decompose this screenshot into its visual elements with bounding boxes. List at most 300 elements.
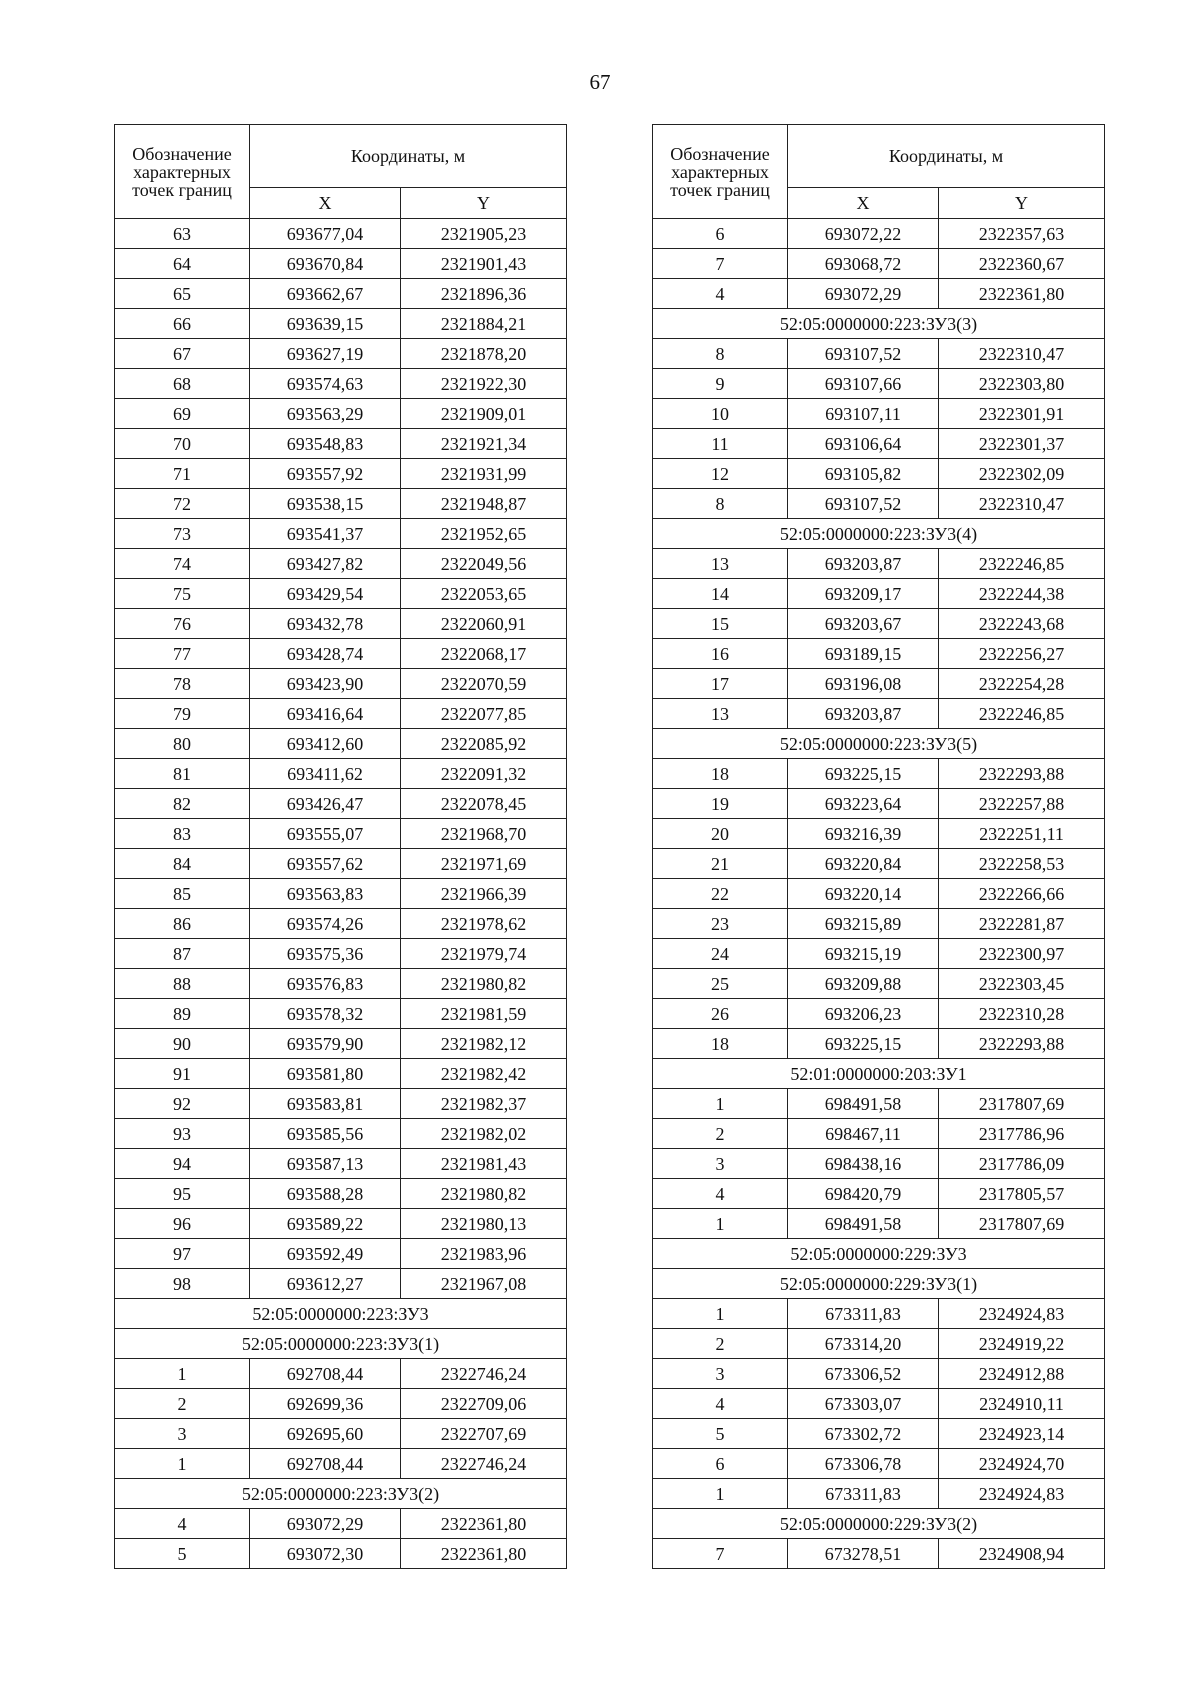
y-column-header: Y — [401, 188, 567, 219]
x-coordinate-cell: 673306,52 — [788, 1359, 939, 1389]
point-cell: 14 — [653, 579, 788, 609]
point-cell: 70 — [115, 429, 250, 459]
point-cell: 81 — [115, 759, 250, 789]
table-row — [115, 759, 567, 789]
table-row — [653, 399, 1105, 429]
x-coordinate-cell: 693563,29 — [250, 399, 401, 429]
x-coordinate-cell: 693574,63 — [250, 369, 401, 399]
x-coordinate-cell: 693426,47 — [250, 789, 401, 819]
x-coordinate-cell: 693209,88 — [788, 969, 939, 999]
point-cell: 16 — [653, 639, 788, 669]
table-row — [653, 1299, 1105, 1329]
table-row — [653, 969, 1105, 999]
x-coordinate-cell: 673314,20 — [788, 1329, 939, 1359]
point-cell: 75 — [115, 579, 250, 609]
x-coordinate-cell: 673278,51 — [788, 1539, 939, 1569]
x-coordinate-cell: 693107,52 — [788, 339, 939, 369]
y-coordinate-cell: 2317786,96 — [939, 1119, 1105, 1149]
x-coordinate-cell: 693581,80 — [250, 1059, 401, 1089]
x-coordinate-cell: 693589,22 — [250, 1209, 401, 1239]
x-coordinate-cell: 693209,17 — [788, 579, 939, 609]
y-coordinate-cell: 2322301,37 — [939, 429, 1105, 459]
point-cell: 6 — [653, 219, 788, 249]
x-coordinate-cell: 693575,36 — [250, 939, 401, 969]
table-row — [653, 1419, 1105, 1449]
point-cell: 64 — [115, 249, 250, 279]
y-coordinate-cell: 2321931,99 — [401, 459, 567, 489]
y-coordinate-cell: 2322361,80 — [401, 1539, 567, 1569]
x-coordinate-cell: 693206,23 — [788, 999, 939, 1029]
point-cell: 11 — [653, 429, 788, 459]
point-cell: 96 — [115, 1209, 250, 1239]
y-column-header: Y — [939, 188, 1105, 219]
x-coordinate-cell: 693670,84 — [250, 249, 401, 279]
point-cell: 7 — [653, 249, 788, 279]
x-coordinate-cell: 698438,16 — [788, 1149, 939, 1179]
point-cell: 4 — [653, 1389, 788, 1419]
table-row — [115, 789, 567, 819]
x-coordinate-cell: 693588,28 — [250, 1179, 401, 1209]
x-coordinate-cell: 693068,72 — [788, 249, 939, 279]
table-row — [115, 1239, 567, 1269]
table-row — [115, 1059, 567, 1089]
table-row — [115, 1389, 567, 1419]
x-coordinate-cell: 698420,79 — [788, 1179, 939, 1209]
section-label: 52:05:0000000:229:ЗУ3(2) — [653, 1509, 1105, 1539]
point-cell: 69 — [115, 399, 250, 429]
x-coordinate-cell: 693203,87 — [788, 699, 939, 729]
table-row — [115, 279, 567, 309]
x-coordinate-cell: 693215,89 — [788, 909, 939, 939]
y-coordinate-cell: 2322361,80 — [401, 1509, 567, 1539]
table-row — [653, 699, 1105, 729]
y-coordinate-cell: 2322310,47 — [939, 489, 1105, 519]
y-coordinate-cell: 2322254,28 — [939, 669, 1105, 699]
x-coordinate-cell: 693215,19 — [788, 939, 939, 969]
point-cell: 24 — [653, 939, 788, 969]
section-row — [653, 1059, 1105, 1089]
y-coordinate-cell: 2322746,24 — [401, 1359, 567, 1389]
y-coordinate-cell: 2322361,80 — [939, 279, 1105, 309]
y-coordinate-cell: 2317807,69 — [939, 1089, 1105, 1119]
y-coordinate-cell: 2322310,28 — [939, 999, 1105, 1029]
y-coordinate-cell: 2321922,30 — [401, 369, 567, 399]
point-cell: 73 — [115, 519, 250, 549]
x-coordinate-cell: 693541,37 — [250, 519, 401, 549]
point-cell: 22 — [653, 879, 788, 909]
x-coordinate-cell: 693416,64 — [250, 699, 401, 729]
table-row — [115, 579, 567, 609]
point-cell: 83 — [115, 819, 250, 849]
y-coordinate-cell: 2321981,59 — [401, 999, 567, 1029]
point-cell: 13 — [653, 699, 788, 729]
y-coordinate-cell: 2322256,27 — [939, 639, 1105, 669]
x-coordinate-cell: 693196,08 — [788, 669, 939, 699]
x-coordinate-cell: 692708,44 — [250, 1359, 401, 1389]
section-label: 52:05:0000000:223:ЗУ3(4) — [653, 519, 1105, 549]
y-coordinate-cell: 2322707,69 — [401, 1419, 567, 1449]
y-coordinate-cell: 2321909,01 — [401, 399, 567, 429]
table-row — [115, 1029, 567, 1059]
point-cell: 71 — [115, 459, 250, 489]
table-row — [115, 999, 567, 1029]
y-coordinate-cell: 2321971,69 — [401, 849, 567, 879]
table-row — [115, 309, 567, 339]
point-cell: 1 — [115, 1359, 250, 1389]
section-row — [115, 1329, 567, 1359]
point-cell: 3 — [653, 1149, 788, 1179]
y-coordinate-cell: 2324923,14 — [939, 1419, 1105, 1449]
x-coordinate-cell: 693223,64 — [788, 789, 939, 819]
y-coordinate-cell: 2322301,91 — [939, 399, 1105, 429]
y-coordinate-cell: 2322302,09 — [939, 459, 1105, 489]
section-label: 52:05:0000000:223:ЗУ3(5) — [653, 729, 1105, 759]
y-coordinate-cell: 2322357,63 — [939, 219, 1105, 249]
table-row — [653, 1449, 1105, 1479]
table-row — [653, 1479, 1105, 1509]
x-coordinate-cell: 693585,56 — [250, 1119, 401, 1149]
table-row — [653, 879, 1105, 909]
section-row — [115, 1299, 567, 1329]
x-coordinate-cell: 698491,58 — [788, 1089, 939, 1119]
y-coordinate-cell: 2322246,85 — [939, 549, 1105, 579]
x-coordinate-cell: 693216,39 — [788, 819, 939, 849]
table-row — [653, 609, 1105, 639]
y-coordinate-cell: 2322251,11 — [939, 819, 1105, 849]
y-coordinate-cell: 2324924,83 — [939, 1299, 1105, 1329]
table-row — [653, 1149, 1105, 1179]
table-body-left — [115, 219, 567, 1569]
table-row — [653, 849, 1105, 879]
x-coordinate-cell: 693107,52 — [788, 489, 939, 519]
point-cell: 3 — [653, 1359, 788, 1389]
point-cell: 2 — [653, 1329, 788, 1359]
point-cell: 91 — [115, 1059, 250, 1089]
point-cell: 2 — [653, 1119, 788, 1149]
y-coordinate-cell: 2322257,88 — [939, 789, 1105, 819]
x-coordinate-cell: 693578,32 — [250, 999, 401, 1029]
point-cell: 90 — [115, 1029, 250, 1059]
point-designation-header: Обозначение характерных точек границ — [653, 125, 788, 219]
point-cell: 4 — [653, 1179, 788, 1209]
table-row — [653, 279, 1105, 309]
table-row — [653, 1179, 1105, 1209]
x-coordinate-cell: 693072,22 — [788, 219, 939, 249]
section-label: 52:05:0000000:229:ЗУ3 — [653, 1239, 1105, 1269]
point-cell: 1 — [653, 1209, 788, 1239]
x-coordinate-cell: 693677,04 — [250, 219, 401, 249]
section-row — [653, 1509, 1105, 1539]
x-coordinate-cell: 693106,64 — [788, 429, 939, 459]
table-row — [115, 219, 567, 249]
section-label: 52:05:0000000:223:ЗУ3 — [115, 1299, 567, 1329]
table-row — [653, 909, 1105, 939]
table-row — [115, 1359, 567, 1389]
y-coordinate-cell: 2324910,11 — [939, 1389, 1105, 1419]
x-coordinate-cell: 693189,15 — [788, 639, 939, 669]
x-coordinate-cell: 693107,66 — [788, 369, 939, 399]
y-coordinate-cell: 2324924,70 — [939, 1449, 1105, 1479]
x-coordinate-cell: 693538,15 — [250, 489, 401, 519]
point-cell: 87 — [115, 939, 250, 969]
x-coordinate-cell: 693220,14 — [788, 879, 939, 909]
y-coordinate-cell: 2321980,13 — [401, 1209, 567, 1239]
y-coordinate-cell: 2321905,23 — [401, 219, 567, 249]
x-coordinate-cell: 693072,30 — [250, 1539, 401, 1569]
point-cell: 23 — [653, 909, 788, 939]
x-coordinate-cell: 693225,15 — [788, 759, 939, 789]
y-coordinate-cell: 2322303,45 — [939, 969, 1105, 999]
x-coordinate-cell: 693592,49 — [250, 1239, 401, 1269]
point-cell: 18 — [653, 759, 788, 789]
table-row — [115, 1179, 567, 1209]
table-row — [115, 879, 567, 909]
x-coordinate-cell: 693587,13 — [250, 1149, 401, 1179]
point-cell: 67 — [115, 339, 250, 369]
point-cell: 8 — [653, 489, 788, 519]
point-cell: 78 — [115, 669, 250, 699]
section-label: 52:05:0000000:229:ЗУ3(1) — [653, 1269, 1105, 1299]
table-row — [115, 489, 567, 519]
y-coordinate-cell: 2322310,47 — [939, 339, 1105, 369]
table-row — [653, 1539, 1105, 1569]
x-coordinate-cell: 693574,26 — [250, 909, 401, 939]
point-cell: 77 — [115, 639, 250, 669]
x-coordinate-cell: 698467,11 — [788, 1119, 939, 1149]
table-row — [653, 1209, 1105, 1239]
y-coordinate-cell: 2322300,97 — [939, 939, 1105, 969]
table-row — [653, 939, 1105, 969]
table-row — [653, 1329, 1105, 1359]
coordinates-table-right — [652, 124, 1105, 1569]
point-cell: 19 — [653, 789, 788, 819]
y-coordinate-cell: 2321980,82 — [401, 1179, 567, 1209]
table-row — [653, 1359, 1105, 1389]
y-coordinate-cell: 2322244,38 — [939, 579, 1105, 609]
x-coordinate-cell: 693432,78 — [250, 609, 401, 639]
coordinates-header: Координаты, м — [250, 125, 567, 188]
y-coordinate-cell: 2321896,36 — [401, 279, 567, 309]
point-cell: 25 — [653, 969, 788, 999]
y-coordinate-cell: 2322746,24 — [401, 1449, 567, 1479]
y-coordinate-cell: 2321878,20 — [401, 339, 567, 369]
table-row — [653, 1119, 1105, 1149]
y-coordinate-cell: 2321884,21 — [401, 309, 567, 339]
x-coordinate-cell: 673306,78 — [788, 1449, 939, 1479]
y-coordinate-cell: 2322258,53 — [939, 849, 1105, 879]
point-cell: 97 — [115, 1239, 250, 1269]
x-coordinate-cell: 692699,36 — [250, 1389, 401, 1419]
table-row — [115, 699, 567, 729]
x-column-header: X — [788, 188, 939, 219]
y-coordinate-cell: 2324912,88 — [939, 1359, 1105, 1389]
point-cell: 3 — [115, 1419, 250, 1449]
y-coordinate-cell: 2322360,67 — [939, 249, 1105, 279]
point-cell: 17 — [653, 669, 788, 699]
section-row — [115, 1479, 567, 1509]
x-coordinate-cell: 693220,84 — [788, 849, 939, 879]
table-row — [115, 1449, 567, 1479]
x-coordinate-cell: 693427,82 — [250, 549, 401, 579]
point-cell: 7 — [653, 1539, 788, 1569]
x-coordinate-cell: 693072,29 — [250, 1509, 401, 1539]
y-coordinate-cell: 2322053,65 — [401, 579, 567, 609]
y-coordinate-cell: 2322077,85 — [401, 699, 567, 729]
x-coordinate-cell: 692708,44 — [250, 1449, 401, 1479]
coordinates-header: Координаты, м — [788, 125, 1105, 188]
point-cell: 5 — [115, 1539, 250, 1569]
x-coordinate-cell: 693107,11 — [788, 399, 939, 429]
table-row — [115, 459, 567, 489]
section-label: 52:05:0000000:223:ЗУ3(1) — [115, 1329, 567, 1359]
point-cell: 1 — [653, 1299, 788, 1329]
point-cell: 95 — [115, 1179, 250, 1209]
table-row — [653, 819, 1105, 849]
table-row — [115, 819, 567, 849]
table-row — [115, 1209, 567, 1239]
y-coordinate-cell: 2321948,87 — [401, 489, 567, 519]
point-cell: 84 — [115, 849, 250, 879]
section-label: 52:05:0000000:223:ЗУ3(2) — [115, 1479, 567, 1509]
x-coordinate-cell: 693662,67 — [250, 279, 401, 309]
x-coordinate-cell: 673303,07 — [788, 1389, 939, 1419]
point-cell: 63 — [115, 219, 250, 249]
table-row — [115, 609, 567, 639]
y-coordinate-cell: 2324924,83 — [939, 1479, 1105, 1509]
y-coordinate-cell: 2321982,02 — [401, 1119, 567, 1149]
table-row — [653, 1089, 1105, 1119]
point-cell: 8 — [653, 339, 788, 369]
table-row — [653, 639, 1105, 669]
table-row — [653, 1029, 1105, 1059]
point-cell: 20 — [653, 819, 788, 849]
y-coordinate-cell: 2324919,22 — [939, 1329, 1105, 1359]
x-coordinate-cell: 673311,83 — [788, 1479, 939, 1509]
point-cell: 94 — [115, 1149, 250, 1179]
x-coordinate-cell: 693563,83 — [250, 879, 401, 909]
y-coordinate-cell: 2322293,88 — [939, 1029, 1105, 1059]
x-coordinate-cell: 693429,54 — [250, 579, 401, 609]
y-coordinate-cell: 2317805,57 — [939, 1179, 1105, 1209]
table-row — [115, 399, 567, 429]
table-row — [115, 1419, 567, 1449]
point-cell: 1 — [653, 1479, 788, 1509]
point-cell: 86 — [115, 909, 250, 939]
x-coordinate-cell: 693639,15 — [250, 309, 401, 339]
x-coordinate-cell: 693203,87 — [788, 549, 939, 579]
point-cell: 98 — [115, 1269, 250, 1299]
point-cell: 74 — [115, 549, 250, 579]
table-row — [653, 579, 1105, 609]
x-coordinate-cell: 693072,29 — [788, 279, 939, 309]
section-label: 52:01:0000000:203:ЗУ1 — [653, 1059, 1105, 1089]
y-coordinate-cell: 2321979,74 — [401, 939, 567, 969]
x-coordinate-cell: 693583,81 — [250, 1089, 401, 1119]
x-coordinate-cell: 693203,67 — [788, 609, 939, 639]
y-coordinate-cell: 2322068,17 — [401, 639, 567, 669]
table-row — [115, 549, 567, 579]
table-body-right — [653, 219, 1105, 1569]
x-coordinate-cell: 693548,83 — [250, 429, 401, 459]
table-row — [115, 249, 567, 279]
table-row — [115, 1119, 567, 1149]
x-coordinate-cell: 693557,92 — [250, 459, 401, 489]
table-row — [115, 1509, 567, 1539]
x-column-header: X — [250, 188, 401, 219]
table-row — [115, 939, 567, 969]
table-row — [653, 459, 1105, 489]
point-cell: 1 — [653, 1089, 788, 1119]
x-coordinate-cell: 693612,27 — [250, 1269, 401, 1299]
table-row — [653, 339, 1105, 369]
y-coordinate-cell: 2322085,92 — [401, 729, 567, 759]
y-coordinate-cell: 2324908,94 — [939, 1539, 1105, 1569]
table-row — [653, 669, 1105, 699]
table-row — [653, 429, 1105, 459]
y-coordinate-cell: 2321901,43 — [401, 249, 567, 279]
table-row — [115, 1089, 567, 1119]
y-coordinate-cell: 2321968,70 — [401, 819, 567, 849]
point-cell: 89 — [115, 999, 250, 1029]
table-row — [653, 489, 1105, 519]
point-cell: 15 — [653, 609, 788, 639]
point-cell: 82 — [115, 789, 250, 819]
y-coordinate-cell: 2322060,91 — [401, 609, 567, 639]
y-coordinate-cell: 2321982,37 — [401, 1089, 567, 1119]
table-row — [115, 909, 567, 939]
point-cell: 72 — [115, 489, 250, 519]
point-cell: 12 — [653, 459, 788, 489]
y-coordinate-cell: 2321982,12 — [401, 1029, 567, 1059]
table-row — [653, 789, 1105, 819]
table-row — [115, 1269, 567, 1299]
point-cell: 5 — [653, 1419, 788, 1449]
table-row — [653, 549, 1105, 579]
point-cell: 4 — [115, 1509, 250, 1539]
table-row — [653, 999, 1105, 1029]
page-number: 67 — [589, 70, 611, 94]
y-coordinate-cell: 2321921,34 — [401, 429, 567, 459]
x-coordinate-cell: 673302,72 — [788, 1419, 939, 1449]
point-cell: 88 — [115, 969, 250, 999]
x-coordinate-cell: 693555,07 — [250, 819, 401, 849]
y-coordinate-cell: 2321978,62 — [401, 909, 567, 939]
table-row — [115, 729, 567, 759]
table-row — [115, 969, 567, 999]
table-row — [115, 429, 567, 459]
section-row — [653, 519, 1105, 549]
y-coordinate-cell: 2321967,08 — [401, 1269, 567, 1299]
y-coordinate-cell: 2322246,85 — [939, 699, 1105, 729]
point-cell: 2 — [115, 1389, 250, 1419]
section-row — [653, 1269, 1105, 1299]
point-cell: 85 — [115, 879, 250, 909]
x-coordinate-cell: 693557,62 — [250, 849, 401, 879]
point-cell: 76 — [115, 609, 250, 639]
table-row — [115, 1539, 567, 1569]
point-cell: 93 — [115, 1119, 250, 1149]
x-coordinate-cell: 693627,19 — [250, 339, 401, 369]
point-cell: 92 — [115, 1089, 250, 1119]
x-coordinate-cell: 693576,83 — [250, 969, 401, 999]
x-coordinate-cell: 698491,58 — [788, 1209, 939, 1239]
y-coordinate-cell: 2322078,45 — [401, 789, 567, 819]
point-cell: 68 — [115, 369, 250, 399]
coordinates-table-left — [114, 124, 567, 1569]
section-row — [653, 1239, 1105, 1269]
y-coordinate-cell: 2322266,66 — [939, 879, 1105, 909]
x-coordinate-cell: 692695,60 — [250, 1419, 401, 1449]
